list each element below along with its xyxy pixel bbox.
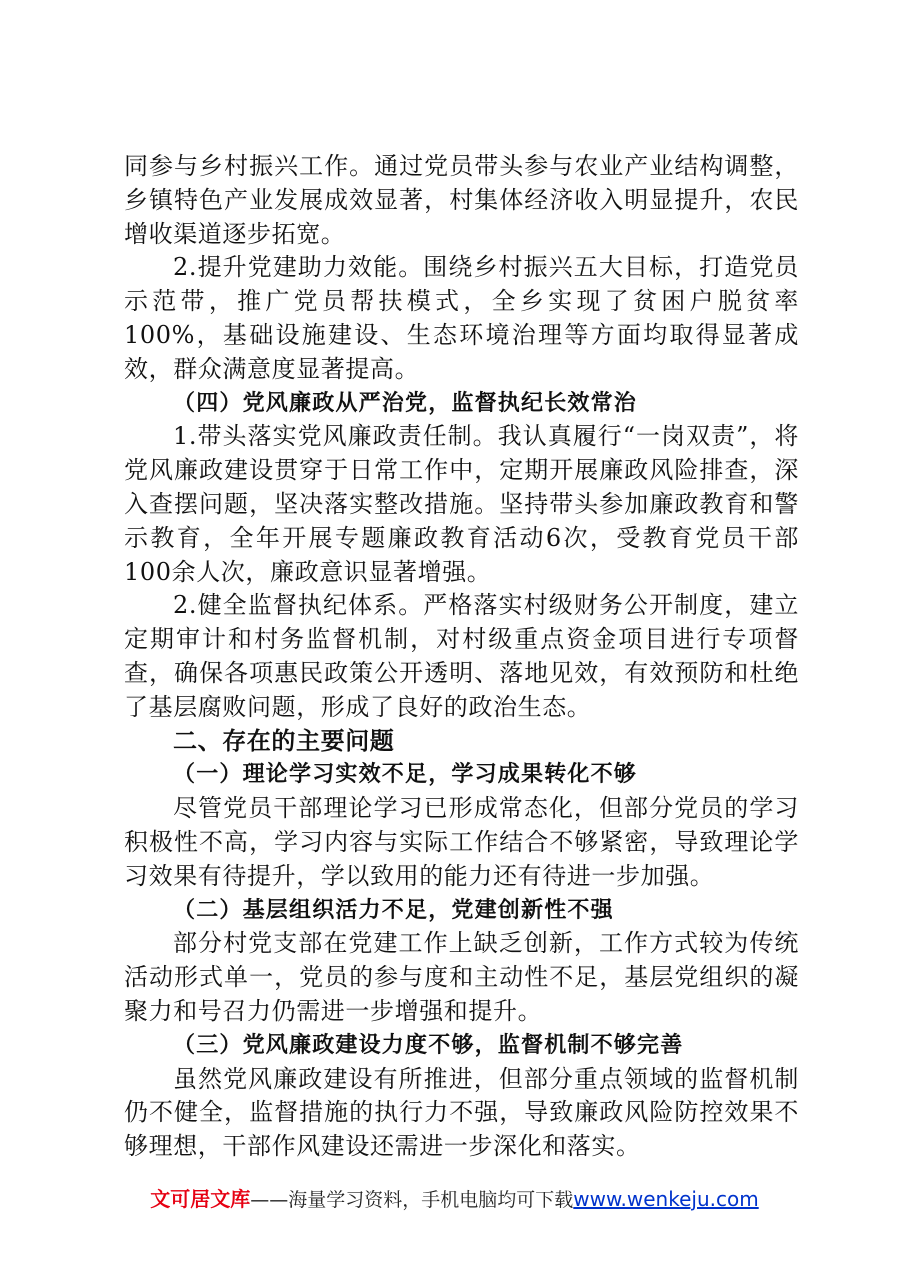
brand-name: 文可居文库 bbox=[150, 1187, 251, 1211]
footer-tagline: ——海量学习资料，手机电脑均可下载 bbox=[250, 1189, 574, 1211]
footer-banner bbox=[0, 1183, 909, 1212]
paragraph-supervision-system: 2.健全监督执纪体系。严格落实村级财务公开制度，建立定期审计和村务监督机制，对村级重点资金项目进行专项督查，确保各项惠民政策公开透明、落地见效，有效预防和杜绝了基层腐败问题，形成了良好的政治生态。 bbox=[124, 591, 799, 721]
document-body bbox=[124, 150, 799, 1164]
subheading-theory-study: （一）理论学习实效不足，学习成果转化不够 bbox=[173, 762, 638, 788]
paragraph-integrity-effort: 虽然党风廉政建设有所推进，但部分重点领域的监督机制仍不健全，监督措施的执行力不强，导致廉政风险防控效果不够理想，干部作风建设还需进一步深化和落实。 bbox=[124, 1064, 799, 1161]
paragraph-continuation: 同参与乡村振兴工作。通过党员带头参与农业产业结构调整，乡镇特色产业发展成效显著，村集体经济收入明显提升，农民增收渠道逐步拓宽。 bbox=[124, 152, 799, 248]
website-link[interactable]: www.wenkeju.com bbox=[573, 1187, 759, 1211]
section-heading-main-problems: 二、存在的主要问题 bbox=[173, 726, 395, 755]
subheading-integrity-effort: （三）党风廉政建设力度不够，监督机制不够完善 bbox=[173, 1032, 684, 1058]
paragraph-grassroots-vitality: 部分村党支部在党建工作上缺乏创新，工作方式较为传统活动形式单一，党员的参与度和主动性不足，基层党组织的凝聚力和号召力仍需进一步增强和提升。 bbox=[124, 929, 799, 1025]
subheading-grassroots-vitality: （二）基层组织活力不足，党建创新性不强 bbox=[173, 897, 614, 923]
paragraph-integrity-responsibility: 1.带头落实党风廉政责任制。我认真履行“一岗双责”，将党风廉政建设贯穿于日常工作中，定期开展廉政风险排查，深入查摆问题，坚决落实整改措施。坚持带头参加廉政教育和警示教育，全年开展专题廉政教育活动6次，受教育党员干部100余人次，廉政意识显著增强。 bbox=[124, 422, 799, 586]
paragraph-theory-study: 尽管党员干部理论学习已形成常态化，但部分党员的学习积极性不高，学习内容与实际工作结合不够紧密，导致理论学习效果有待提升，学以致用的能力还有待进一步加强。 bbox=[124, 794, 799, 890]
paragraph-party-building-efficacy: 2.提升党建助力效能。围绕乡村振兴五大目标，打造党员示范带，推广党员帮扶模式，全乡实现了贫困户脱贫率100%，基础设施建设、生态环境治理等方面均取得显著成效，群众满意度显著提高。 bbox=[124, 253, 799, 383]
section-heading-integrity: （四）党风廉政从严治党，监督执纪长效常治 bbox=[173, 390, 638, 416]
